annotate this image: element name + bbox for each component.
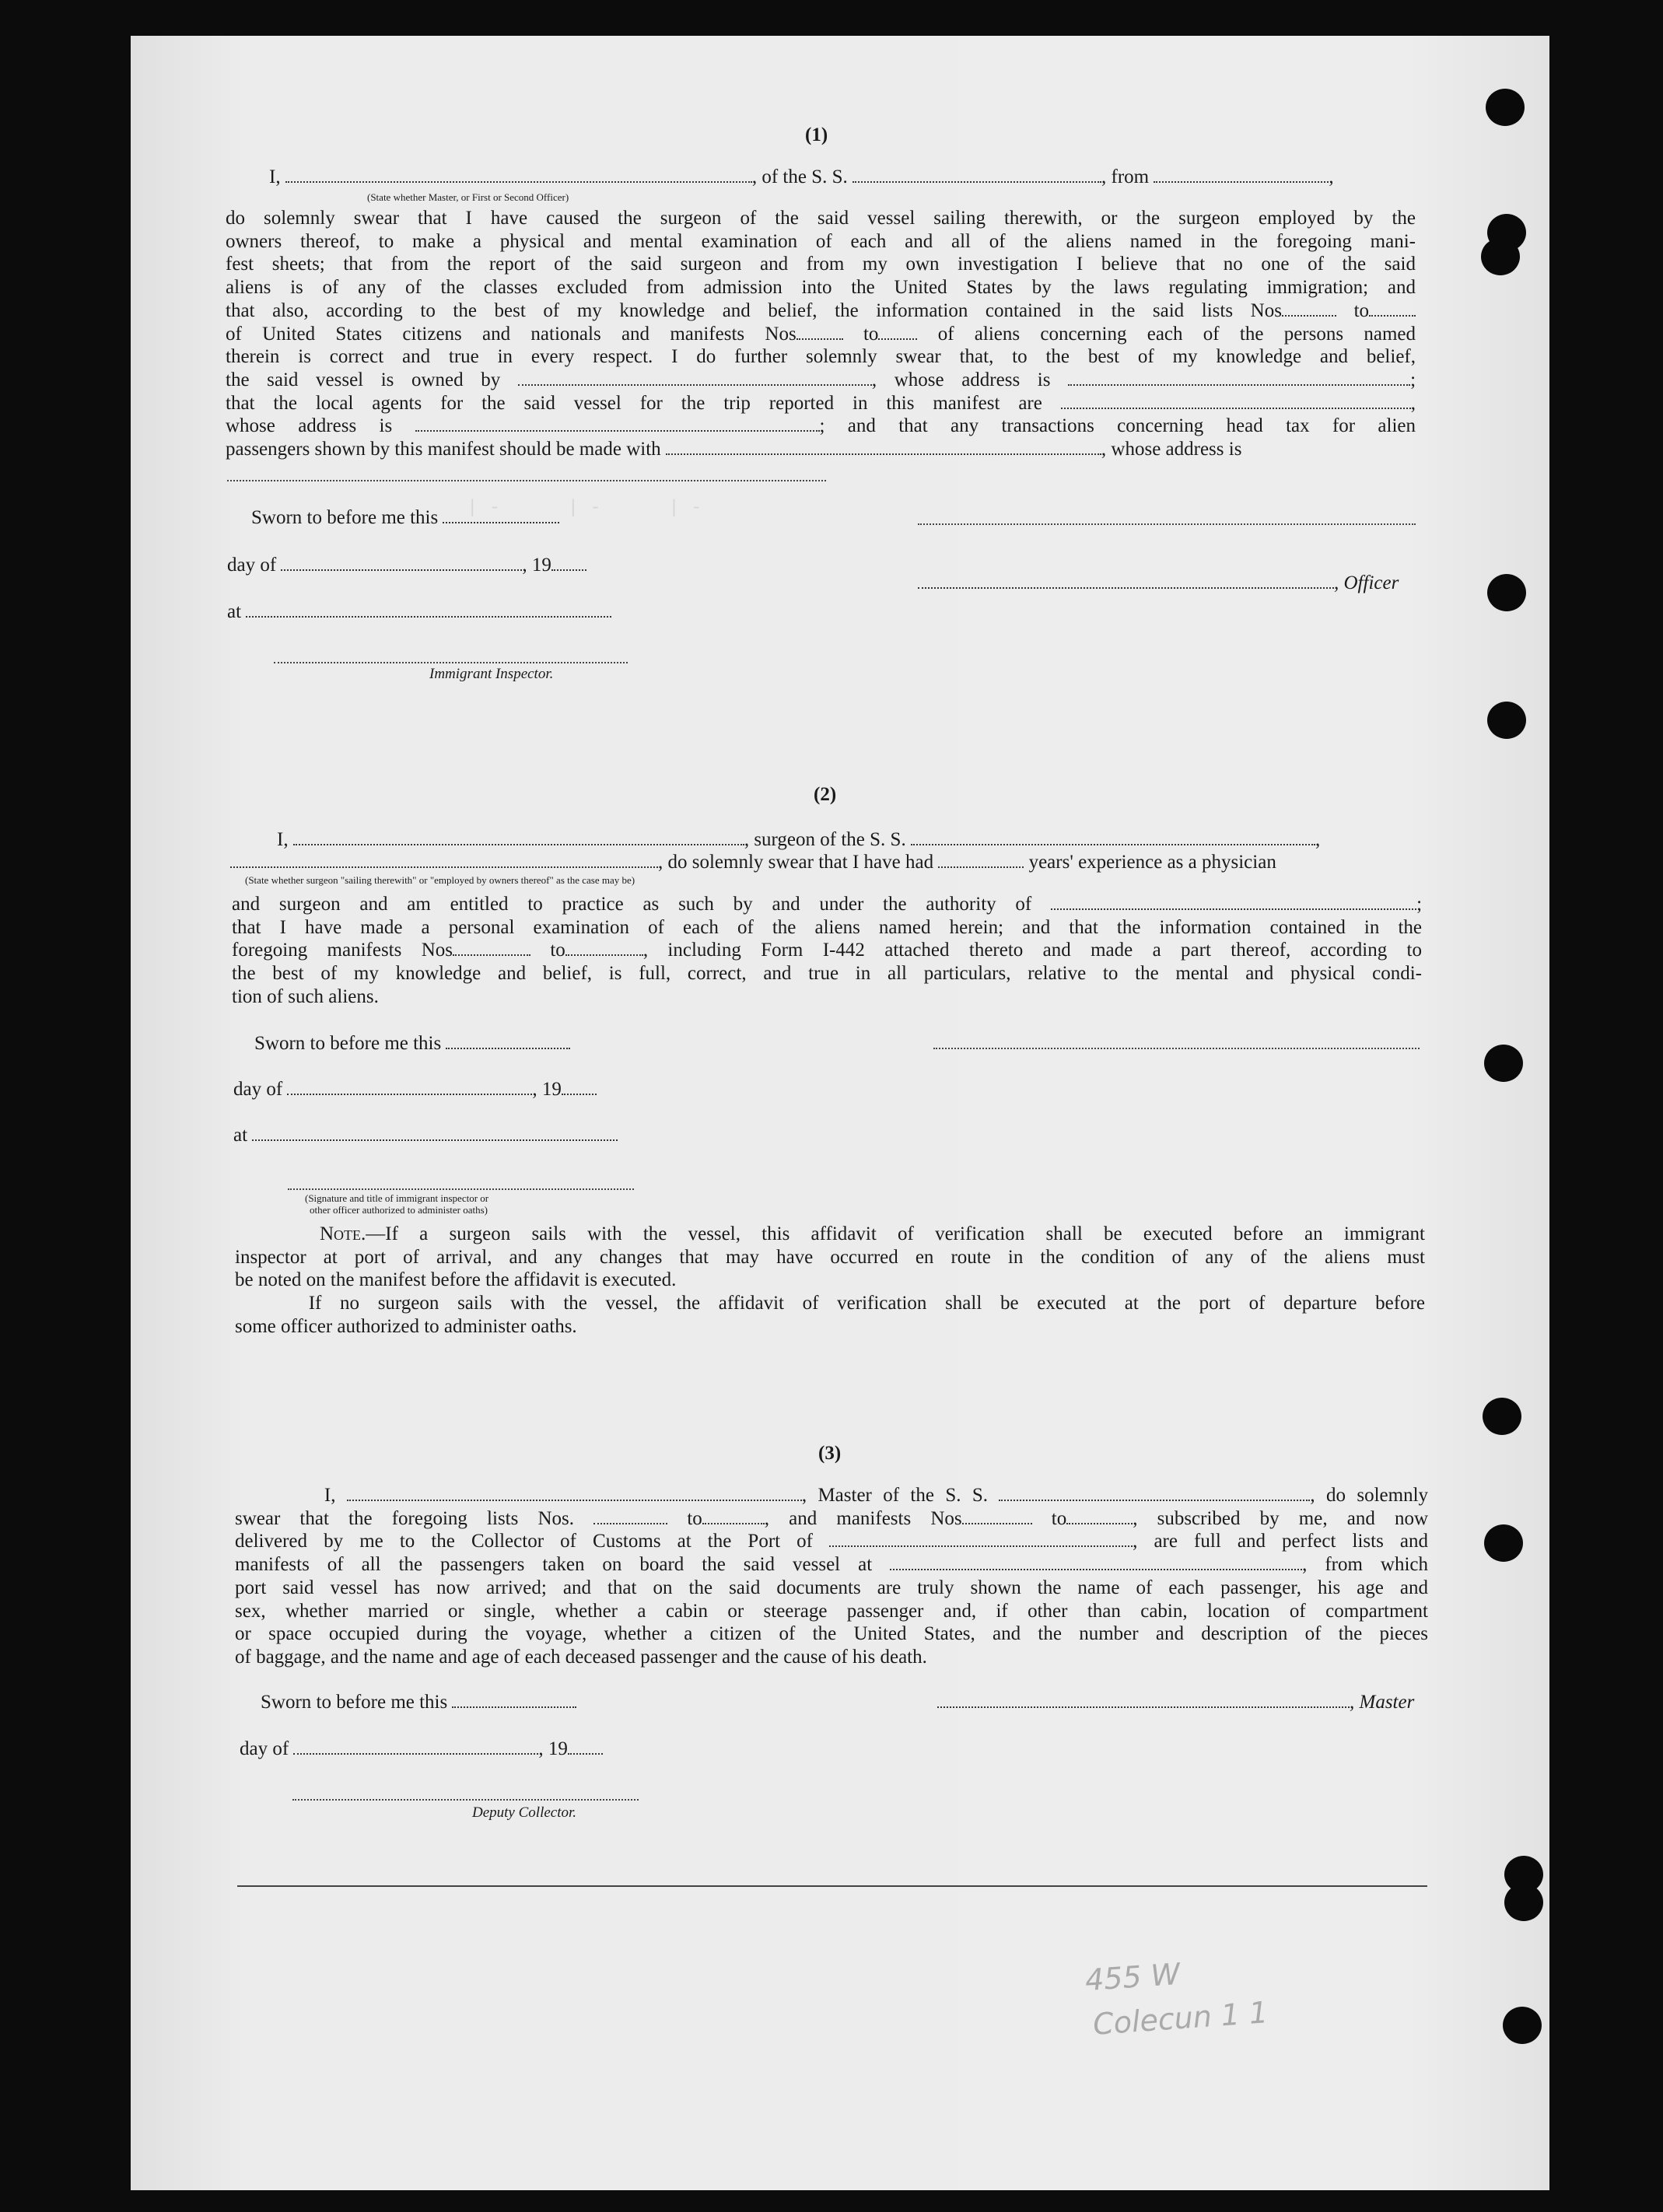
- section-2-signature-note-1: (Signature and title of immigrant inspector or: [305, 1192, 489, 1204]
- handwritten-note: 455 W: [1084, 1956, 1182, 1998]
- punch-hole: [1483, 1398, 1521, 1435]
- section-3-collector-line: [292, 1799, 639, 1801]
- section-1-line-1: I, , of the S. S. , from ,: [269, 166, 1334, 187]
- punch-hole: [1481, 238, 1520, 275]
- section-1-officer-note: (State whether Master, or First or Second Officer): [367, 191, 569, 203]
- section-1-at: at: [227, 601, 611, 623]
- section-2-inspector-line: [288, 1188, 634, 1190]
- section-1-number: (1): [805, 124, 828, 145]
- section-2-day-of: day of , 19: [233, 1079, 597, 1101]
- punch-hole: [1487, 574, 1526, 611]
- section-3-sworn: Sworn to before me this: [261, 1692, 576, 1713]
- section-3-master: , Master: [937, 1692, 1414, 1713]
- section-2-signature-line: [933, 1048, 1420, 1049]
- section-2-line-1: I, , surgeon of the S. S. ,: [277, 829, 1321, 850]
- section-1-inspector-line: [274, 662, 628, 663]
- section-1-inspector-label: Immigrant Inspector.: [429, 666, 554, 682]
- section-2-body: and surgeon and am entitled to practice as such by and under the authority of ; that I have made a personal examination of each of the aliens named herein; and that the information contained in the foregoing manifests Nos to , including Form I-442 attached thereto and made a part thereof, according to the best of my knowledge and belief, is full, correct, and true in all particulars, relative to the mental and physical condi- tion of such aliens.: [232, 894, 1423, 1007]
- section-2-signature-note-2: other officer authorized to administer oaths): [310, 1204, 488, 1216]
- section-1-address-line: [227, 480, 826, 481]
- section-3-body: I, , Master of the S. S. , do solemnly swear that the foregoing lists Nos. to , and manifests Nos to , subscribed by me, and now delivered by me to the Collector of Customs at the Port of , are full and perfect lists and manifests of all the passengers taken on board the said vessel at , from which port said vessel has now arrived; and that on the said documents are truly shown the name of each passenger, his age and sex, whether married or single, whether a cabin or steerage passenger and, if other than cabin, location of compartment or space occupied during the voyage, whether a citizen of the United States, and the number and description of the pieces of baggage, and the name and age of each deceased passenger and the cause of his death.: [235, 1485, 1429, 1668]
- section-1-body: do solemnly swear that I have caused the surgeon of the said vessel sailing therewith, or the surgeon employed by the owners thereof, to make a physical and mental examination of each and all of the aliens named in the foregoing mani- fest sheets; that from the report of the said surgeon and from my own investigation I believe that no one of the said aliens is of any of the classes excluded from admission into the United States by the laws regulating immigration; and that also, according to the best of my knowledge and belief, the information contained in the said lists Nos to of United States citizens and nationals and manifests Nos to of aliens concerning each of the persons named therein is correct and true in every respect. I do further solemnly swear that, to the best of my knowledge and belief, the said vessel is owned by , whose address is ; that the local agents for the said vessel for the trip reported in this manifest are , whose address is ; and that any transactions concerning head tax for alien passengers shown by this manifest should be made with , whose address is: [226, 208, 1416, 460]
- section-1-day-of: day of , 19: [227, 555, 586, 576]
- section-2-sworn: Sworn to before me this: [254, 1033, 570, 1055]
- section-1-officer: , Officer: [918, 572, 1399, 594]
- section-1-sworn: Sworn to before me this: [251, 507, 559, 529]
- punch-hole: [1486, 89, 1525, 126]
- handwritten-note: Colecun 1 1: [1091, 1995, 1269, 2042]
- section-3-collector-label: Deputy Collector.: [472, 1804, 577, 1821]
- section-2-number: (2): [814, 784, 837, 805]
- section-3-day-of: day of , 19: [240, 1738, 603, 1760]
- bottom-rule: [237, 1885, 1427, 1887]
- section-2-surgeon-note: (State whether surgeon "sailing therewith" or "employed by owners thereof" as the case may be): [245, 874, 635, 886]
- punch-hole: [1484, 1524, 1523, 1562]
- section-3-number: (3): [818, 1443, 842, 1464]
- section-1-signature-line: [918, 523, 1416, 525]
- punch-hole: [1503, 2007, 1542, 2044]
- bleed-through: | - | - | -: [467, 498, 702, 519]
- section-2-at: at: [233, 1125, 618, 1146]
- punch-hole: [1487, 702, 1526, 739]
- punch-hole: [1484, 1045, 1523, 1082]
- section-2-line-2: , do solemnly swear that I have had years' experience as a physician: [230, 852, 1276, 873]
- punch-hole: [1504, 1884, 1543, 1921]
- section-2-note: Note.—If a surgeon sails with the vessel, this affidavit of verification shall be executed before an immigrant inspector at port of arrival, and any changes that may have occurred en route in the condition of any of the aliens must be noted on the manifest before the affidavit is executed. If no surgeon sails with the vessel, the affidavit of verification shall be executed at the port of departure before some officer authorized to administer oaths.: [235, 1223, 1426, 1337]
